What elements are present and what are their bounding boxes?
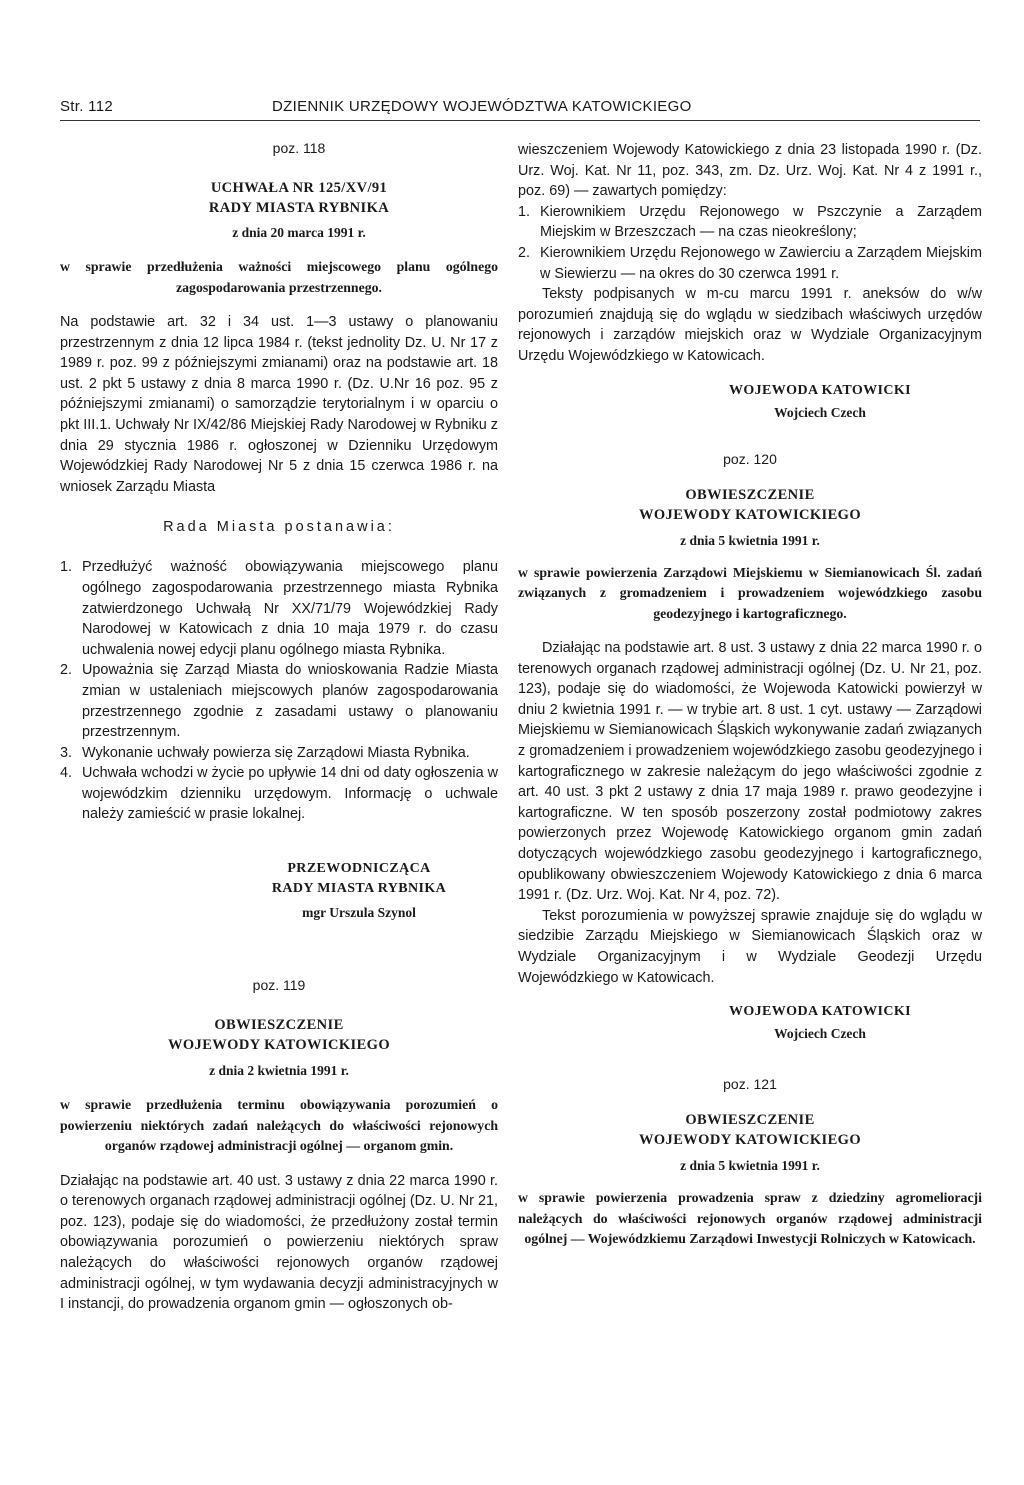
journal-title: DZIENNIK URZĘDOWY WOJEWÓDZTWA KATOWICKIEGO — [272, 98, 692, 115]
resolution-signature — [60, 859, 498, 921]
notice-closing: Teksty podpisanych w m-cu marcu 1991 r. aneksów do w/w porozumień znajdują się do wglądu w siedzibach właściwych urzędów rejonowych i zarządów miejskich oraz w Wydziale Organizacyjnym Urzędu Wojewódzkiego w Katowicach. — [518, 286, 982, 364]
notice-subject: w sprawie powierzenia Zarządowi Miejskiemu w Siemianowicach Śl. zadań związanych z gromadzeniem i prowadzeniem wojewódzkiego zasobu geodezyjnego i kartograficznego. — [518, 564, 982, 621]
item-text: Uchwała wchodzi w życie po upływie 14 dni od daty ogłoszenia w wojewódzkim dzienniku urzędowym. Informację o uchwale należy zamieścić w prasie lokalnej. — [82, 765, 498, 823]
section-number-119: poz. 119 — [252, 977, 306, 994]
resolution-preamble: Na podstawie art. 32 i 34 ust. 1—3 ustawy o planowaniu przestrzennym z dnia 12 lipca 1984 r. (tekst jednolity Dz. U. Nr 17 z 1989 r. poz. 99 z późniejszymi zmianami) oraz na podstawie art. 18 ust. 2 pkt 5 ustawy z dnia 8 marca 1990 r. (Dz. U.Nr 16 poz. 95 z późniejszymi zmianami) o samorządzie terytorialnym i w oparciu o pkt III.1. Uchwały Nr IX/42/86 Miejskiej Rady Narodowej w Rybniku z dnia 29 stycznia 1986 r. ogłoszonej w Dzienniku Urzędowym Wojewódzkiej Rady Narodowej Nr 5 z dnia 15 czerwca 1986 r. na wniosek Zarządu Miasta — [60, 314, 498, 495]
notice-issuer: WOJEWODY KATOWICKIEGO — [638, 506, 862, 523]
notice-title: OBWIESZCZENIE — [685, 486, 815, 503]
right-column — [518, 140, 982, 1250]
notice-signature — [518, 1002, 982, 1042]
page-number: Str. 112 — [60, 98, 113, 115]
notice-body: Działając na podstawie art. 40 ust. 3 ustawy z dnia 22 marca 1990 r. o terenowych organach rządowej administracji ogólnej (Dz. U. Nr 21, poz. 123), podaje się do wiadomości, że przedłużony został termin obowiązywania porozumień o powierzeniu niektórych spraw należących do właściwości rejonowych organów rządowej administracji ogólnej, w tym wydawania decyzji administracyjnych w I instancji, do prowadzenia organom gmin — ogłoszonych ob- — [60, 1172, 498, 1313]
signature-name: Wojciech Czech — [774, 1026, 866, 1042]
item-number: 3. — [60, 744, 73, 761]
list-item — [60, 557, 498, 660]
notice-body-continued: wieszczeniem Wojewody Katowickiego z dnia 23 listopada 1990 r. (Dz. Urz. Woj. Kat. Nr 11, poz. 343, zm. Dz. Urz. Woj. Kat. Nr 4 z 1991 r., poz. 69) — zawartych pomiędzy: — [518, 142, 982, 200]
page-header — [60, 94, 980, 121]
resolution-title: UCHWAŁA NR 125/XV/91 — [210, 180, 388, 196]
item-text: Przedłużyć ważność obowiązywania miejscowego planu ogólnego zagospodarowania przestrzennego miasta Rybnika zatwierdzonego Uchwałą Nr XX/71/79 Wojewódzkiej Rady Narodowej w Katowicach z dnia 10 maja 1979 r. do czasu uchwalenia nowej edycji planu ogólnego miasta Rybnika. — [82, 559, 498, 658]
item-number: 2. — [60, 662, 73, 679]
notice-title: OBWIESZCZENIE — [685, 1112, 815, 1129]
section-number-120: poz. 120 — [723, 450, 777, 467]
list-item — [60, 763, 498, 825]
item-number: 2. — [518, 244, 531, 261]
signature-title: WOJEWODA KATOWICKI — [728, 382, 912, 398]
section-number-118: poz. 118 — [272, 140, 326, 156]
notice-title: OBWIESZCZENIE — [214, 1017, 344, 1034]
item-text: Wykonanie uchwały powierza się Zarządowi Miasta Rybnika. — [82, 744, 470, 761]
notice-issuer: WOJEWODY KATOWICKIEGO — [167, 1037, 391, 1054]
notice-subject: w sprawie powierzenia prowadzenia spraw z dziedziny agromelioracji należących do właściwości rejonowych organów rządowej administracji ogólnej — Wojewódzkiemu Zarządowi Inwestycji Rolniczych w Katowicach. — [518, 1190, 982, 1247]
signature-issuer: RADY MIASTA RYBNIKA — [271, 881, 447, 897]
signature-name: mgr Urszula Szynol — [302, 905, 416, 921]
item-number: 1. — [60, 559, 73, 576]
list-item — [518, 202, 982, 243]
notice-issuer: WOJEWODY KATOWICKIEGO — [638, 1132, 862, 1149]
resolution-items — [60, 557, 498, 825]
notice-date: z dnia 5 kwietnia 1991 r. — [680, 532, 820, 548]
item-number: 4. — [60, 765, 73, 782]
left-column — [60, 140, 498, 1315]
notice-body: Działając na podstawie art. 8 ust. 3 ustawy z dnia 22 marca 1990 r. o terenowych organach rządowej administracji ogólnej (Dz. U. Nr 21, poz. 123), podaje się do wiadomości, że Wojewoda Katowicki powierzył w dniu 2 kwietnia 1991 r. — w trybie art. 8 ust. 1 cyt. ustawy — Zarządowi Miejskiemu w Siemianowicach Śląskich wykonywanie zadań związanych z gromadzeniem i prowadzeniem wojewódzkiego zasobu geodezyjnego i kartograficznego w zakresie należącym do jego właściwości zgodnie z art. 40 ust. 3 pkt 2 ustawy z dnia 17 maja 1989 r. prawo geodezyjne i kartograficzne. W ten sposób poszerzony został podmiotowy zakres powierzonych przez Wojewodę Katowickiego organom gmin zadań dotyczących wojewódzkiego zasobu geodezyjnego i kartograficznego, opublikowany obwieszczeniem Wojewody Katowickiego z dnia 6 marca 1991 r. (Dz. Urz. Woj. Kat. Nr 4, poz. 72). — [518, 640, 982, 904]
item-number: 1. — [518, 203, 531, 220]
notice-date: z dnia 2 kwietnia 1991 r. — [209, 1063, 349, 1079]
resolution-subject: w sprawie przedłużenia ważności miejscowego planu ogólnego zagospodarowania przestrzennego. — [60, 259, 498, 295]
item-text: Kierownikiem Urzędu Rejonowego w Zawierciu a Zarządem Miejskim w Siewierzu — na okres do 30 czerwca 1991 r. — [540, 244, 982, 282]
list-item — [60, 743, 498, 764]
notice-signature — [518, 381, 982, 421]
section-number-121: poz. 121 — [723, 1076, 777, 1093]
notice-subject: w sprawie przedłużenia terminu obowiązywania porozumień o powierzeniu niektórych zadań należących do właściwości rejonowych organów rządowej administracji ogólnej — organom gmin. — [60, 1097, 498, 1154]
list-item — [60, 660, 498, 742]
resolution-resolves: Rada Miasta postanawia: — [163, 519, 395, 536]
item-text: Kierownikiem Urzędu Rejonowego w Pszczynie a Zarządem Miejskim w Brzeszczach — na czas nieokreślony; — [540, 203, 982, 241]
item-text: Upoważnia się Zarząd Miasta do wnioskowania Radzie Miasta zmian w ustaleniach miejscowych planów zagospodarowania przestrzennego zgodnie z zasadami ustawy o planowaniu przestrzennym. — [82, 662, 498, 741]
resolution-issuer: RADY MIASTA RYBNIKA — [208, 200, 390, 216]
list-item — [518, 243, 982, 284]
notice-body-2: Tekst porozumienia w powyższej sprawie znajduje się do wglądu w siedzibie Zarządu Miejskiego w Siemianowicach Śląskich oraz w Wydziale Organizacyjnym i w Wydziale Geodezji Urzędu Wojewódzkiego w Katowicach. — [518, 907, 982, 986]
signature-name: Wojciech Czech — [774, 404, 866, 420]
signature-title: WOJEWODA KATOWICKI — [728, 1004, 912, 1020]
signature-title: PRZEWODNICZĄCA — [287, 861, 431, 877]
notice-date: z dnia 5 kwietnia 1991 r. — [680, 1158, 820, 1174]
resolution-date: z dnia 20 marca 1991 r. — [232, 225, 366, 240]
